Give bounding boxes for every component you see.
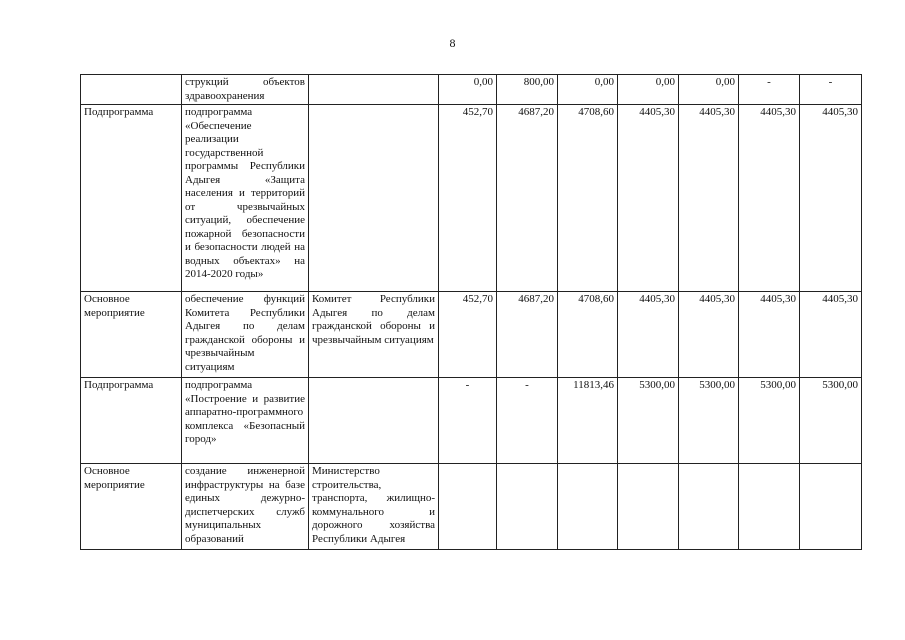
- value-cell: 4405,30: [679, 292, 739, 378]
- row-executor-cell: Министерство строительства, транспорта, жилищно-коммунального и дорожного хозяйства Республики Адыгея: [309, 464, 439, 550]
- value-cell: 0,00: [439, 75, 497, 105]
- value-cell: 0,00: [558, 75, 618, 105]
- value-cell: 4405,30: [739, 292, 800, 378]
- value-cell: -: [497, 378, 558, 464]
- table-body: [81, 75, 862, 550]
- row-name-cell: струкций объектов здравоохранения: [182, 75, 309, 105]
- value-cell: 5300,00: [800, 378, 862, 464]
- value-cell: 4708,60: [558, 292, 618, 378]
- row-executor-cell: [309, 105, 439, 292]
- value-cell: [558, 464, 618, 550]
- row-type-cell: Подпрограмма: [81, 378, 182, 464]
- value-cell: 0,00: [679, 75, 739, 105]
- row-type-cell: [81, 75, 182, 105]
- value-cell: -: [439, 378, 497, 464]
- value-cell: [439, 464, 497, 550]
- table-row: [81, 292, 862, 378]
- table-row: [81, 464, 862, 550]
- row-executor-cell: Комитет Республики Адыгея по делам гражданской обороны и чрезвычайным ситуациям: [309, 292, 439, 378]
- value-cell: 5300,00: [679, 378, 739, 464]
- row-executor-cell: [309, 75, 439, 105]
- row-type-cell: Подпрограмма: [81, 105, 182, 292]
- value-cell: 800,00: [497, 75, 558, 105]
- value-cell: 4405,30: [618, 292, 679, 378]
- value-cell: 0,00: [618, 75, 679, 105]
- table-row: [81, 75, 862, 105]
- row-executor-cell: [309, 378, 439, 464]
- value-cell: 4405,30: [800, 105, 862, 292]
- value-cell: [618, 464, 679, 550]
- row-name-cell: создание инженерной инфраструктуры на базе единых дежурно-диспетчерских служб муниципальных образований: [182, 464, 309, 550]
- value-cell: -: [800, 75, 862, 105]
- page-number: 8: [449, 36, 456, 50]
- row-type-cell: Основное мероприятие: [81, 464, 182, 550]
- value-cell: 4405,30: [679, 105, 739, 292]
- value-cell: 4405,30: [739, 105, 800, 292]
- table-row: [81, 378, 862, 464]
- value-cell: 452,70: [439, 292, 497, 378]
- budget-table: [80, 74, 862, 550]
- value-cell: 11813,46: [558, 378, 618, 464]
- value-cell: 4687,20: [497, 105, 558, 292]
- value-cell: 5300,00: [739, 378, 800, 464]
- value-cell: 4405,30: [800, 292, 862, 378]
- value-cell: [497, 464, 558, 550]
- value-cell: [739, 464, 800, 550]
- value-cell: [679, 464, 739, 550]
- row-name-cell: подпрограмма «Построение и развитие аппаратно-программного комплекса «Безопасный город»: [182, 378, 309, 464]
- value-cell: 4405,30: [618, 105, 679, 292]
- value-cell: 4708,60: [558, 105, 618, 292]
- value-cell: -: [739, 75, 800, 105]
- table-row: [81, 105, 862, 292]
- value-cell: [800, 464, 862, 550]
- value-cell: 5300,00: [618, 378, 679, 464]
- row-type-cell: Основное мероприятие: [81, 292, 182, 378]
- row-name-cell: обеспечение функций Комитета Республики Адыгея по делам гражданской обороны и чрезвычайным ситуациям: [182, 292, 309, 378]
- row-name-cell: подпрограмма «Обеспечение реализации государственной программы Республики Адыгея «Защита населения и территорий от чрезвычайных ситуаций, обеспечение пожарной безопасности и безопасности людей на водных объектах» на 2014-2020 годы»: [182, 105, 309, 292]
- value-cell: 4687,20: [497, 292, 558, 378]
- value-cell: 452,70: [439, 105, 497, 292]
